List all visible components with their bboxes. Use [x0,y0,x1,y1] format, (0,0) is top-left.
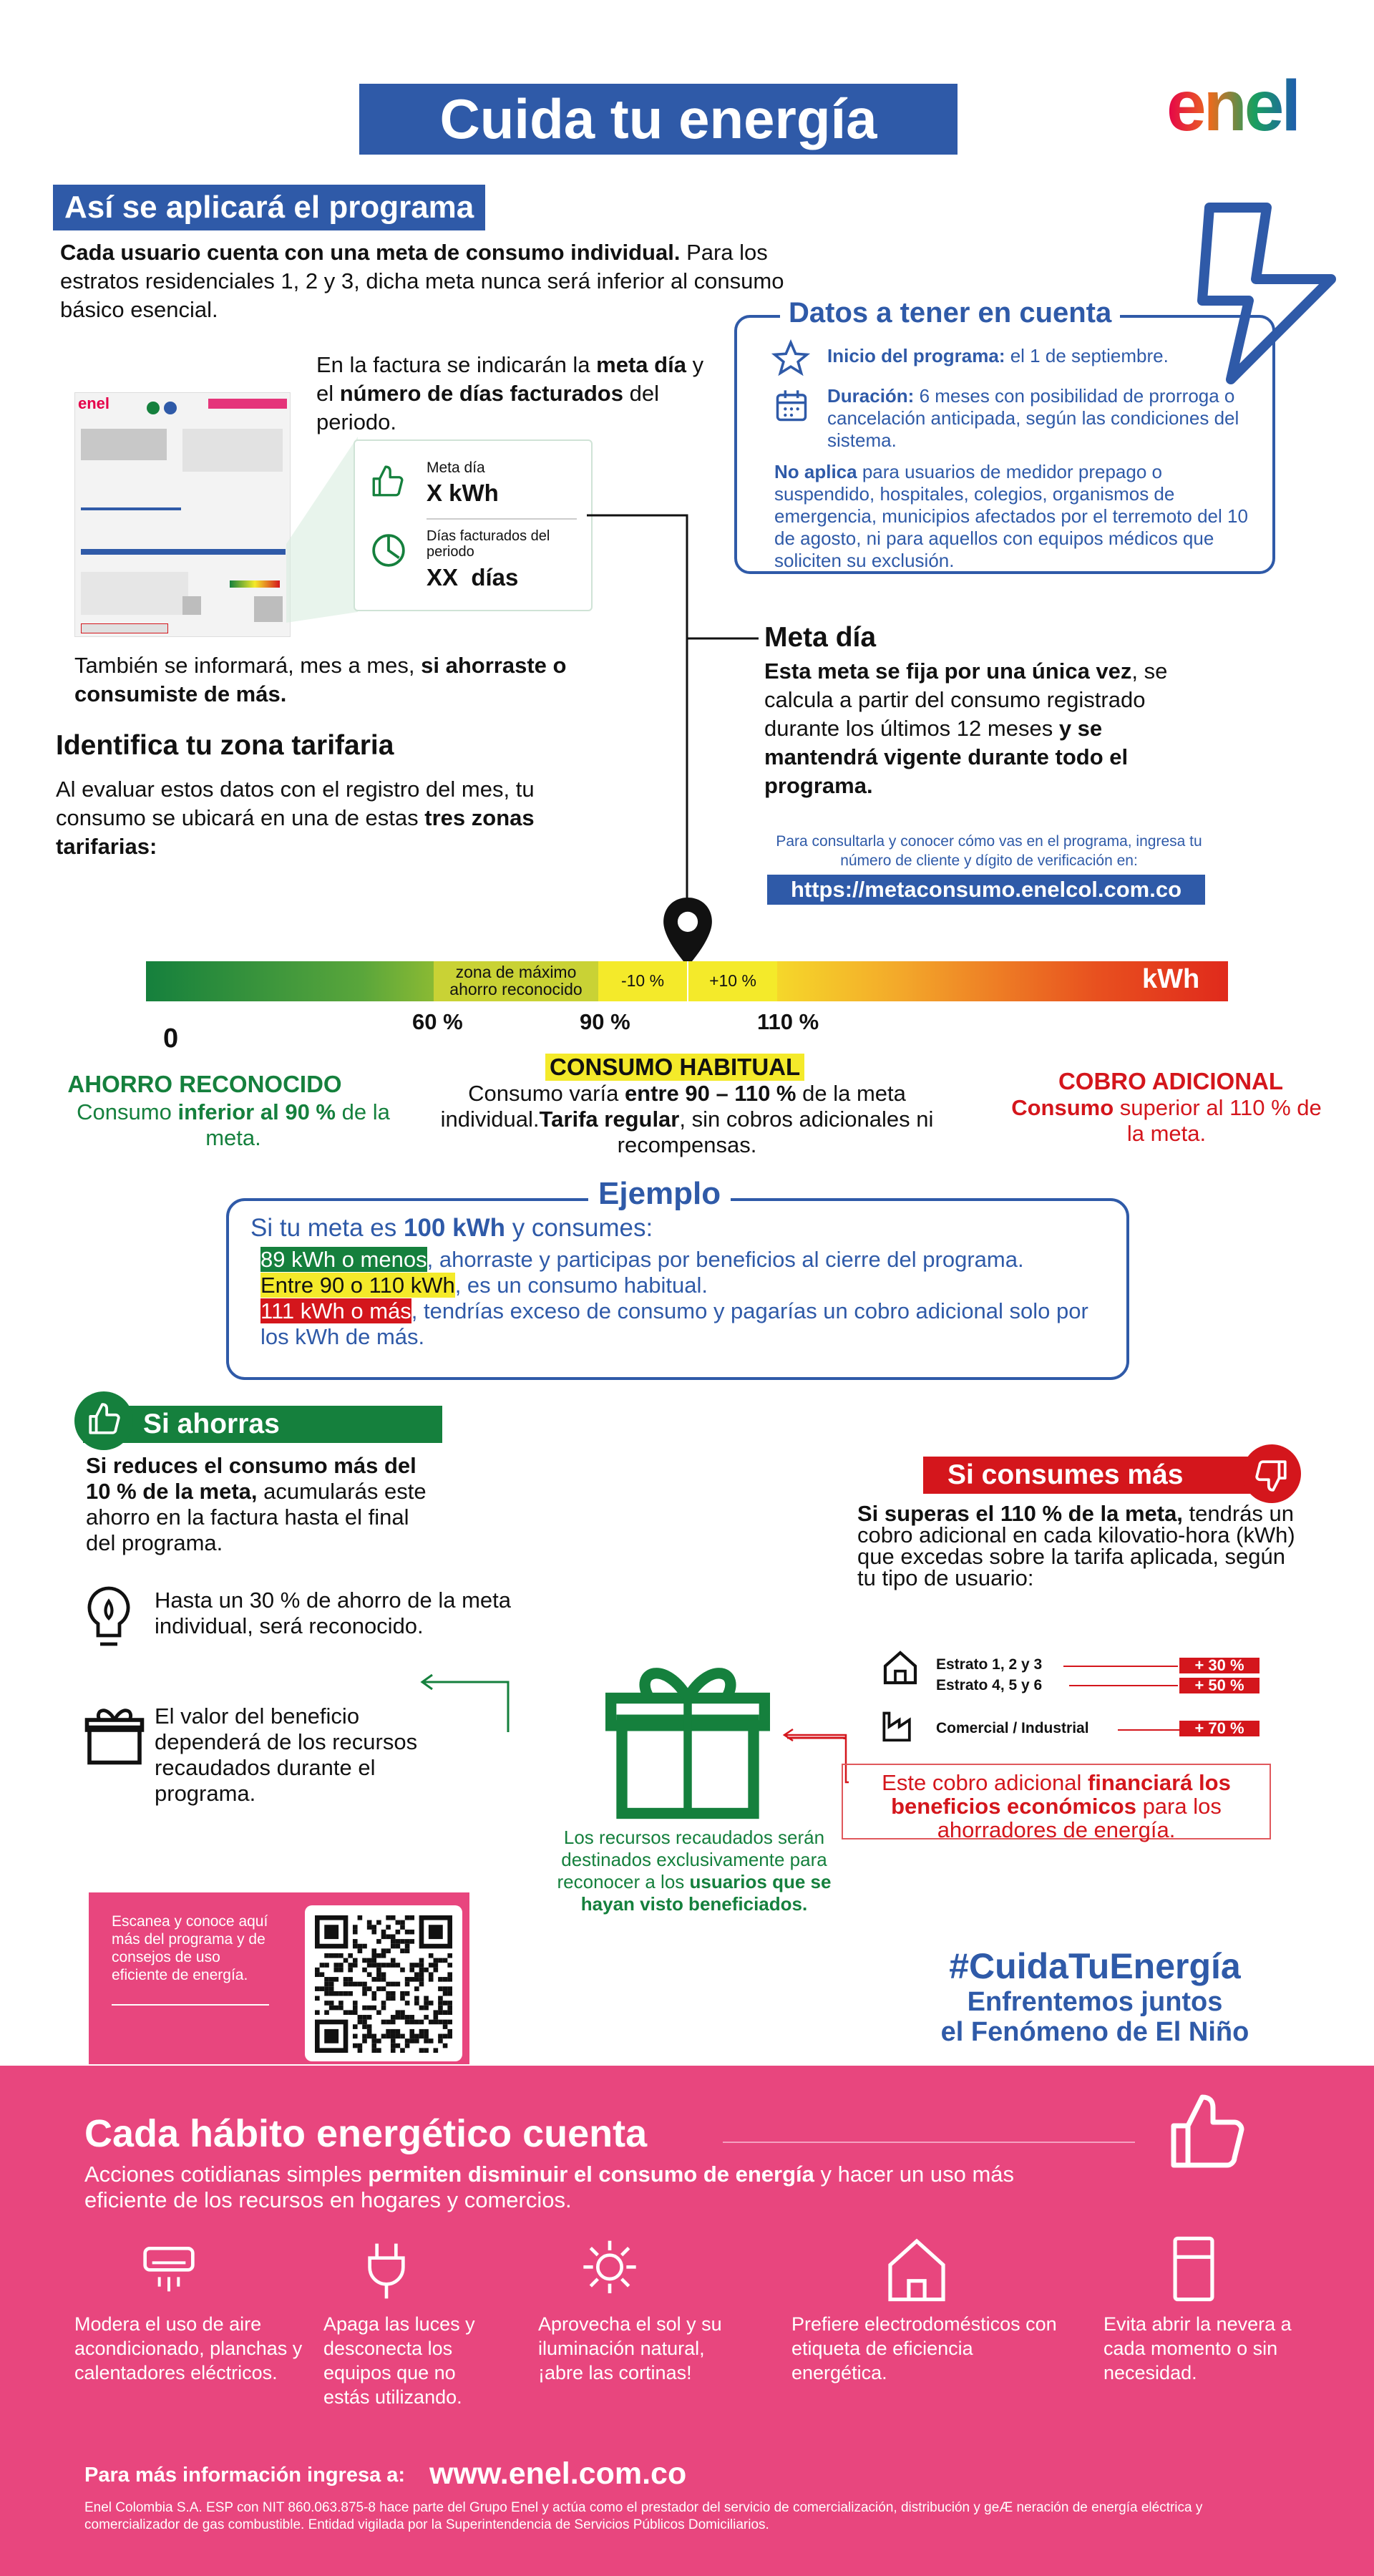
comercial-tag: + 70 % [1179,1721,1260,1736]
thumbs-up-icon [369,464,405,500]
invoice-logo: enel [78,394,110,412]
card-meta-value: X kWh [427,480,499,506]
habits-subtitle: Acciones cotidianas simples permiten disminuir el consumo de energía y hacer un uso más eficiente de los recursos en hogares y comercios. [84,2162,1015,2212]
zona-text: Al evaluar estos datos con el registro del mes, tu consumo se ubicará en una de estas tres zonas tarifarias: [56,777,535,859]
meta-dia-title: Meta día [764,622,877,653]
comercial-label: Comercial / Industrial [936,1720,1089,1736]
clock-icon [371,533,406,568]
ejemplo-line-3: Entre 90 o 110 kWh, es un consumo habitual. [260,1273,708,1298]
house-icon [880,1648,920,1688]
ejemplo-title: Ejemplo [588,1176,731,1212]
ahorro-title: AHORRO RECONOCIDO [67,1071,342,1097]
more-info-label: Para más información ingresa a: [84,2464,406,2487]
zoom-beam [286,437,358,623]
cobro-text: Consumo superior al 110 % de la meta. [1011,1095,1322,1146]
ahorras-text: Si reduces el consumo más del 10 % de la meta, acumularás este ahorro en la factura hasta el final del programa. [86,1453,427,1555]
hashtag-block [923,1945,1267,2047]
plus10-label: +10 % [709,971,756,990]
gift-icon [84,1702,145,1768]
zona-title: Identifica tu zona tarifaria [56,730,394,761]
website-link[interactable]: www.enel.com.co [429,2456,687,2491]
datos-title: Datos a tener en cuenta [780,297,1120,329]
habit-4: Prefiere electrodomésticos con etiqueta de eficiencia energética. [791,2313,1057,2383]
ahorro-text: Consumo inferior al 90 % de la meta. [77,1099,390,1150]
si-ahorras-title: Si ahorras [83,1406,442,1443]
habitual-title: CONSUMO HABITUAL [545,1054,804,1081]
tick-60: 60 % [412,1009,463,1034]
ejemplo-line-4: 111 kWh o más, tendrías exceso de consumo y pagarías un cobro adicional solo por los kWh de más. [260,1298,1088,1349]
hashtag-line-2: el Fenómeno de El Niño [940,2017,1249,2047]
estrato-4-label: Estrato 4, 5 y 6 [936,1677,1043,1693]
thumbs-up-icon [86,1401,122,1437]
tick-90: 90 % [580,1009,630,1034]
home-efficiency-icon [885,2233,949,2305]
cobro-title: COBRO ADICIONAL [1058,1068,1284,1094]
plug-icon [358,2239,415,2303]
enel-logo: enel [1166,66,1299,146]
habits-title: Cada hábito energético cuenta [84,2112,648,2155]
card-days-value: XX días [427,564,519,590]
page-title: Cuida tu energía [359,84,958,155]
habitual-text: Consumo varía entre 90 – 110 % de la meta individual.Tarifa regular, sin cobros adicionales ni recompensas. [440,1081,934,1157]
invoice-text: En la factura se indicarán la meta día y el número de días facturados del periodo. [316,352,704,434]
ahorras-item-1: Hasta un 30 % de ahorro de la meta individual, será reconocido. [155,1588,512,1638]
star-icon [771,339,810,378]
estrato-1-label: Estrato 1, 2 y 3 [936,1656,1043,1673]
si-consumes-title: Si consumes más [923,1457,1267,1494]
program-intro: Cada usuario cuenta con una meta de consumo individual. Para los estratos residenciales 1, 2 y 3, dicha meta nunca será inferior al consumo básico esencial. [60,240,784,322]
fridge-icon [1166,2233,1221,2305]
air-conditioner-icon [140,2239,198,2303]
tick-0: 0 [163,1024,179,1054]
invoice-detail-card [354,439,593,611]
habit-2: Apaga las luces y desconecta los equipos que no estás utilizando. [323,2313,475,2408]
ahorras-item-2: El valor del beneficio dependerá de los recursos recaudados durante el programa. [155,1703,418,1806]
consumes-badge [1242,1444,1301,1503]
habit-5: Evita abrir la nevera a cada momento o sin necesidad. [1103,2313,1292,2383]
metaconsumo-link[interactable]: https://metaconsumo.enelcol.com.co [767,875,1205,905]
estrato-4-tag: + 50 % [1179,1678,1260,1693]
kwh-label: kWh [1142,964,1200,994]
habit-1: Modera el uso de aire acondicionado, planchas y calentadores eléctricos. [74,2313,303,2383]
consumes-text: Si superas el 110 % de la meta, tendrás un cobro adicional en cada kilovatio-hora (kWh) que excedas sobre la tarifa aplicada, según tu tipo de usuario: [857,1501,1295,1590]
monthly-info-text: También se informará, mes a mes, si ahorraste o consumiste de más. [74,653,567,706]
thumbs-up-icon [1159,2090,1252,2176]
qr-code[interactable] [305,1905,462,2061]
zone-max-label: zona de máximo ahorro reconocido [449,963,583,998]
ejemplo-line-2: 89 kWh o menos, ahorraste y participas por beneficios al cierre del programa. [260,1247,1024,1272]
hashtag-line-1: Enfrentemos juntos [967,1987,1223,2017]
recursos-text: Los recursos recaudados serán destinados exclusivamente para reconocer a los usuarios que se hayan visto beneficiados. [557,1827,832,1915]
red-connector [777,1682,849,1797]
gift-box-icon [605,1653,770,1825]
connector-line [587,512,773,941]
hashtag: #CuidaTuEnergía [949,1946,1241,1986]
calendar-icon [773,387,810,425]
cobro-adicional-box: Este cobro adicional financiará los beneficios económicos para los ahorradores de energía. [842,1764,1271,1839]
lightbulb-icon [83,1583,135,1658]
program-title: Así se aplicará el programa [53,185,485,230]
datos-duracion: Duración: 6 meses con posibilidad de prorroga o cancelación anticipada, según las condiciones del sistema. [827,385,1239,451]
consulta-text: Para consultarla y conocer cómo vas en el programa, ingresa tu número de cliente y dígito de verificación en: [776,833,1202,869]
card-meta-label: Meta día [427,460,485,476]
invoice-illustration [74,392,291,637]
habit-3: Aprovecha el sol y su iluminación natural, ¡abre las cortinas! [538,2313,722,2383]
factory-icon [880,1706,922,1744]
legal-text: Enel Colombia S.A. ESP con NIT 860.063.875-8 hace parte del Grupo Enel y actúa como el prestador del servicio de comercialización, distribución y geÆ neración de energía eléctrica y comercializador de gas combustible. Entidad vigilada por la Superintendencia de Servicios Públicos Domiciliarios. [84,2500,1203,2532]
ejemplo-line-1: Si tu meta es 100 kWh y consumes: [250,1214,653,1242]
qr-text: Escanea y conoce aquí más del programa y de consejos de uso eficiente de energía. [112,1913,268,1983]
ahorras-badge [74,1391,133,1450]
card-days-label: Días facturados del periodo [427,528,550,560]
location-pin-icon [663,898,713,966]
estrato-1-tag: + 30 % [1179,1658,1260,1673]
datos-inicio: Inicio del programa: el 1 de septiembre. [827,345,1169,366]
sun-icon [581,2236,638,2300]
qr-pattern [315,1915,452,2053]
minus10-label: -10 % [620,971,665,990]
tick-110: 110 % [757,1009,819,1034]
meta-dia-text: Esta meta se fija por una única vez, se calcula a partir del consumo registrado durante los últimos 12 meses y se mantendrá vigente durante todo el programa. [764,658,1168,798]
datos-no-aplica: No aplica para usuarios de medidor prepago o suspendido, hospitales, colegios, organismos de emergencia, municipios afectados por el terremoto del 10 de agosto, ni para aquellos con equipos médicos que soliciten su exclusión. [774,461,1248,571]
thumbs-down-icon [1254,1457,1290,1493]
